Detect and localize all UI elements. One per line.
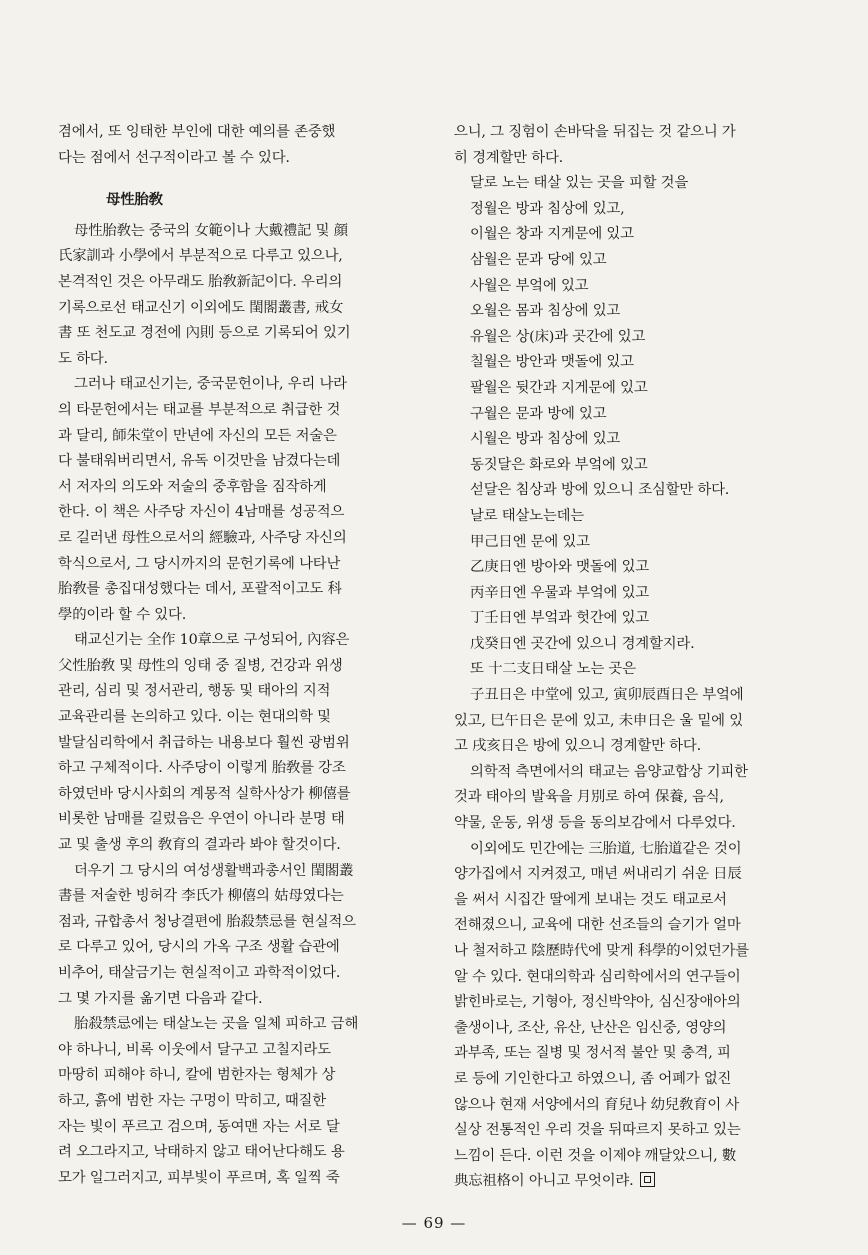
text-line: 점과, 규합총서 청낭결편에 胎殺禁忌를 현실적으 (58, 913, 356, 930)
end-mark-icon (640, 1172, 655, 1187)
text-line: 書를 저술한 빙허각 李氏가 柳僖의 姑母였다는 (58, 888, 344, 905)
text-line: 父性胎敎 및 母性의 잉태 중 질병, 건강과 위생 (58, 657, 343, 674)
text-line: 書 또 천도교 경전에 內則 등으로 기록되어 있기 (58, 325, 351, 342)
text-line: 교육관리를 논의하고 있다. 이는 현대의학 및 (58, 709, 331, 726)
text-line: 모가 일그러지고, 피부빛이 푸르며, 혹 일찍 죽 (58, 1169, 340, 1186)
text-line: 나 철저하고 陰歷時代에 맞게 科學的이었던가를 (454, 943, 749, 959)
text-line: 태교신기는 全作 10章으로 구성되어, 內容은 (74, 632, 350, 649)
text-line: 사월은 부엌에 있고 (470, 277, 589, 294)
text-line: 이월은 창과 지게문에 있고 (470, 226, 634, 243)
text-line: 의학적 측면에서의 태교는 음양교합상 기피한 (470, 763, 748, 780)
text-line: 더우기 그 당시의 여성생활백과총서인 閨閤叢 (74, 862, 354, 879)
text-line: 기록으로선 태교신기 이외에도 閨閤叢書, 戒女 (58, 299, 344, 316)
text-line: 子丑日은 中堂에 있고, 寅卯辰酉日은 부엌에 (470, 687, 744, 704)
text-line: 날로 태살노는데는 (470, 507, 584, 524)
text-line: 하였던바 당시사회의 계몽적 실학사상가 柳僖를 (58, 785, 351, 802)
text-line: 丙辛日엔 우물과 부엌에 있고 (470, 584, 650, 601)
right-column (454, 120, 818, 1195)
text-line: 의 타문헌에서는 태교를 부분적으로 취급한 것 (58, 401, 341, 418)
text-line: 典忘祖格이 아니고 무엇이랴. (454, 1169, 818, 1195)
text-line: 母性胎敎는 중국의 女範이나 大戴禮記 및 顔 (74, 222, 348, 239)
text-line: 시월은 방과 침상에 있고 (470, 431, 621, 448)
text-line: 겸에서, 또 잉태한 부인에 대한 예의를 존중했 (58, 124, 336, 140)
text-line: 이외에도 민간에는 三胎道, 七胎道같은 것이 (470, 840, 742, 857)
text-line: 동짓달은 화로와 부엌에 있고 (470, 456, 648, 473)
text-line: 하고 구체적이다. 사주당이 이렇게 胎敎를 강조 (58, 760, 346, 777)
text-line: 氏家訓과 小學에서 부분적으로 다루고 있으나, (58, 248, 343, 265)
text-line: 발달심리학에서 취급하는 내용보다 훨씬 광범위 (58, 734, 350, 751)
text-line: 비추어, 태살금기는 현실적이고 과학적이었다. (58, 965, 341, 981)
text-line: 히 경계할만 하다. (454, 149, 564, 166)
text-line: 유월은 상(床)과 곳간에 있고 (470, 328, 646, 345)
text-line: 다 불태워버리면서, 유독 이것만을 남겼다는데 (58, 453, 341, 470)
text-line: 으니, 그 징험이 손바닥을 뒤집는 것 같으니 가 (454, 124, 736, 140)
text-line: 알 수 있다. 현대의학과 심리학에서의 연구들이 (454, 968, 741, 985)
text-line: 戊癸日엔 곳간에 있으니 경계할지라. (470, 635, 695, 652)
text-line: 로 다루고 있어, 당시의 가옥 구조 생활 습관에 (58, 939, 340, 956)
text-line: 약물, 운동, 위생 등을 동의보감에서 다루었다. (454, 815, 736, 832)
text-line: 칠월은 방안과 맷돌에 있고 (470, 354, 634, 371)
text-line: 려 오그라지고, 낙태하지 않고 태어난다해도 용 (58, 1144, 345, 1161)
text-line: 을 써서 시집간 딸에게 보내는 것도 태교로서 (454, 891, 727, 908)
text-line: 정월은 방과 침상에 있고, (470, 200, 625, 217)
text-line: 느낌이 든다. 이런 것을 이제야 깨달았으니, 數 (454, 1147, 737, 1164)
text-line: 자는 빛이 푸르고 검으며, 동여맨 자는 서로 달 (58, 1118, 340, 1135)
text-line: 乙庚日엔 방아와 맷돌에 있고 (470, 559, 650, 576)
text-line: 한다. 이 책은 사주당 자신이 4남매를 성공적으 (58, 504, 345, 521)
section-heading: 母性胎敎 (106, 191, 163, 209)
text-line: 전해졌으니, 교육에 대한 선조들의 슬기가 얼마 (454, 917, 741, 934)
text-line: 그 몇 가지를 옮기면 다음과 같다. (58, 990, 263, 1007)
text-line: 실상 전통적인 우리 것을 뒤따르지 못하고 있는 (454, 1122, 741, 1139)
text-line: 과부족, 또는 질병 및 정서적 불안 및 충격, 피 (454, 1045, 731, 1062)
text-line: 밝힌바로는, 기형아, 정신박약아, 심신장애아의 (454, 994, 741, 1011)
text-line: 丁壬日엔 부엌과 헛간에 있고 (470, 610, 650, 627)
text-line: 과 달리, 師朱堂이 만년에 자신의 모든 저술은 (58, 427, 337, 444)
text-line: 야 하나니, 비록 이웃에서 달구고 고칠지라도 (58, 1041, 331, 1058)
text-line: 甲己日엔 문에 있고 (470, 533, 590, 550)
text-line: 고 戌亥日은 방에 있으니 경계할만 하다. (454, 738, 701, 755)
text-line: 섣달은 침상과 방에 있으니 조심할만 하다. (470, 482, 730, 499)
text-line: 하고, 흙에 범한 자는 구멍이 막히고, 때질한 (58, 1092, 326, 1109)
text-line: 양가집에서 지켜졌고, 매년 써내리기 쉬운 日辰 (454, 866, 742, 883)
text-line: 비롯한 남매를 길렀음은 우연이 아니라 분명 태 (58, 811, 345, 828)
text-line: 도 하다. (58, 350, 108, 367)
text-line: 달로 노는 태살 있는 곳을 피할 것을 (470, 175, 689, 192)
text-line: 다는 점에서 선구적이라고 볼 수 있다. (58, 149, 290, 166)
text-line: 오월은 몸과 침상에 있고 (470, 303, 621, 320)
text-line: 것과 태아의 발육을 月別로 하여 保養, 음식, (454, 789, 724, 806)
text-line: 學的이라 할 수 있다. (58, 606, 187, 623)
text-line: 또 十二支日태살 노는 곳은 (470, 661, 636, 678)
text-line: 팔월은 뒷간과 지게문에 있고 (470, 379, 648, 396)
text-line: 삼월은 문과 당에 있고 (470, 251, 607, 268)
text-line: 그러나 태교신기는, 중국문헌이나, 우리 나라 (74, 376, 347, 393)
text-line: 구월은 문과 방에 있고 (470, 405, 607, 422)
text-line: 胎敎를 총집대성했다는 데서, 포괄적이고도 科 (58, 581, 342, 598)
text-line: 학식으로서, 그 당시까지의 문헌기록에 나타난 (58, 555, 341, 572)
text-line: 관리, 심리 및 정서관리, 행동 및 태아의 지적 (58, 683, 331, 700)
left-column (58, 120, 430, 1191)
text-line: 로 등에 기인한다고 하였으니, 좀 어폐가 없진 (454, 1070, 732, 1087)
text-line: 출생이나, 조산, 유산, 난산은 임신중, 영양의 (454, 1019, 727, 1036)
text-line: 않으나 현재 서양에서의 育兒나 幼兒敎育이 사 (454, 1096, 740, 1113)
text-line: 마땅히 피해야 하니, 칼에 범한자는 형체가 상 (58, 1067, 336, 1084)
text-line: 胎殺禁忌에는 태살노는 곳을 일체 피하고 금해 (74, 1016, 359, 1033)
text-line: 본격적인 것은 아무래도 胎敎新記이다. 우리의 (58, 273, 343, 290)
text-line: 교 및 출생 후의 敎育의 결과라 봐야 할것이다. (58, 837, 341, 854)
text-line: 서 저자의 의도와 저술의 중후함을 짐작하게 (58, 478, 327, 495)
text-line: 로 길러낸 母性으로서의 經驗과, 사주당 자신의 (58, 529, 347, 546)
page-number: — 69 — (401, 1214, 467, 1232)
text-line: 있고, 巳午日은 문에 있고, 未申日은 울 밑에 있 (454, 712, 743, 729)
